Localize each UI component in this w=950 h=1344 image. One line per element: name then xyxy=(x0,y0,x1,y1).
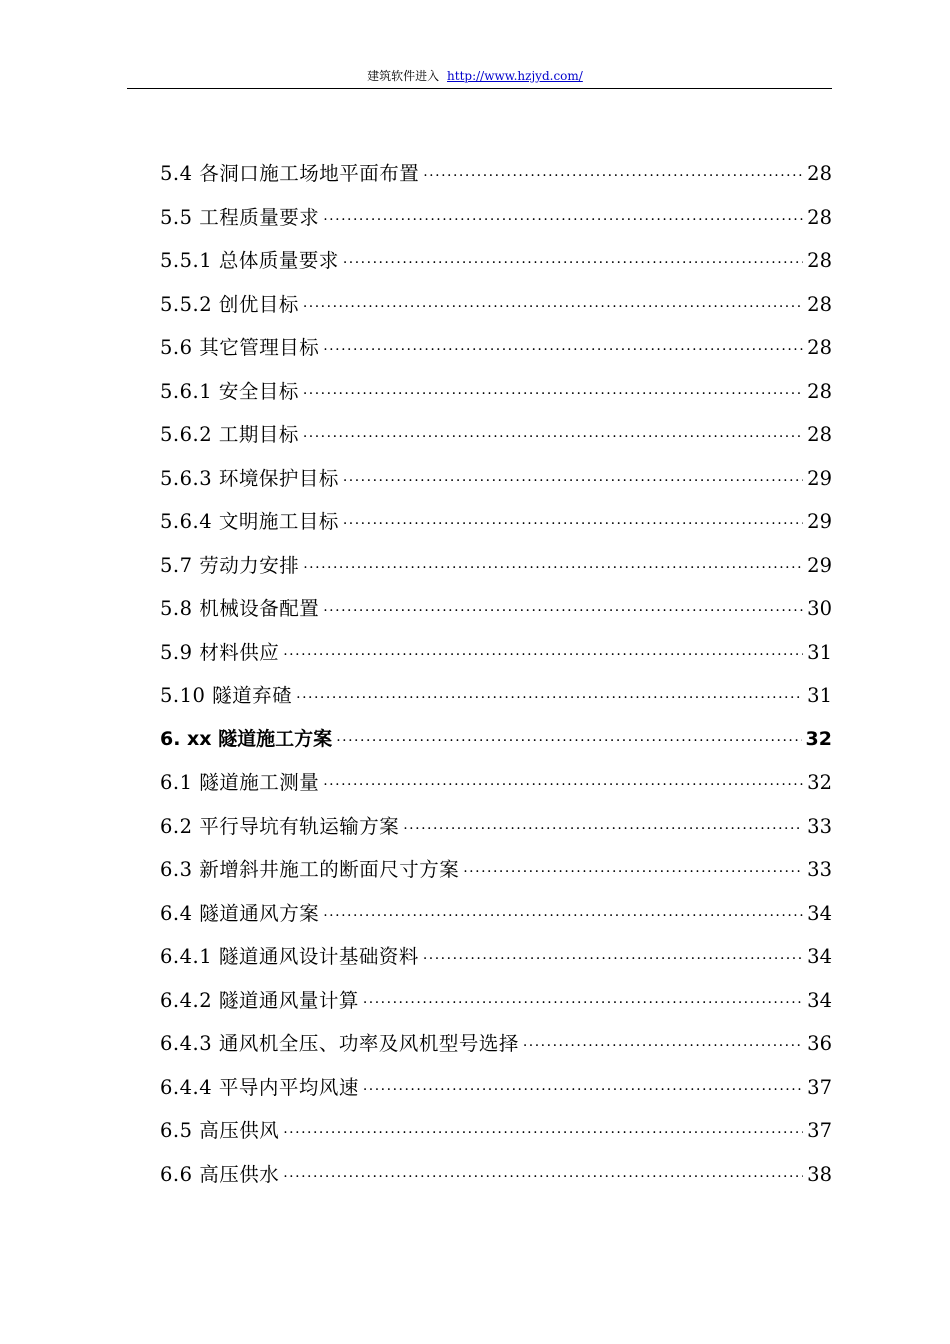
toc-entry-title: 5.6.2 工期目标 xyxy=(160,423,299,446)
toc-entry-page: 28 xyxy=(807,162,832,185)
header-label: 建筑软件进入 xyxy=(367,69,440,83)
header-link[interactable]: http://www.hzjyd.com/ xyxy=(447,69,583,83)
toc-entry-page: 36 xyxy=(807,1032,832,1055)
toc-entry-title: 6.4.3 通风机全压、功率及风机型号选择 xyxy=(160,1032,519,1055)
toc-entry[interactable] xyxy=(160,1153,832,1197)
toc-entry-title: 6.6 高压供水 xyxy=(160,1162,280,1186)
toc-leader-dots xyxy=(323,329,803,373)
toc-leader-dots xyxy=(423,938,803,982)
toc-entry-page: 32 xyxy=(805,727,832,750)
toc-leader-dots xyxy=(363,982,803,1026)
toc-leader-dots xyxy=(423,155,803,199)
toc-leader-dots xyxy=(296,677,803,721)
toc-entry-title: 5.5.1 总体质量要求 xyxy=(160,249,339,272)
toc-entry-page: 28 xyxy=(807,423,832,446)
toc-entry-title: 6.2 平行导坑有轨运输方案 xyxy=(160,814,400,838)
toc-entry-page: 38 xyxy=(807,1162,832,1186)
toc-entry[interactable] xyxy=(160,1109,832,1153)
toc-entry-title: 6.4 隧道通风方案 xyxy=(160,901,320,925)
toc-entry[interactable] xyxy=(160,674,832,718)
toc-leader-dots xyxy=(283,1156,803,1200)
toc-entry[interactable] xyxy=(160,370,832,414)
toc-leader-dots xyxy=(323,590,803,634)
toc-entry[interactable] xyxy=(160,544,832,588)
toc-entry-page: 29 xyxy=(807,466,832,490)
toc-leader-dots xyxy=(283,1112,803,1156)
toc-leader-dots xyxy=(463,851,803,895)
toc-leader-dots xyxy=(283,634,803,678)
toc-entry-page: 28 xyxy=(807,336,832,359)
toc-entry[interactable] xyxy=(160,326,832,370)
header-divider xyxy=(127,88,832,89)
toc-entry-chapter[interactable] xyxy=(160,718,832,762)
toc-entry[interactable] xyxy=(160,239,832,283)
toc-leader-dots xyxy=(343,242,803,286)
toc-entry-title: 6.4.1 隧道通风设计基础资料 xyxy=(160,945,419,968)
toc-entry[interactable] xyxy=(160,805,832,849)
toc-leader-dots xyxy=(323,764,803,808)
toc-entry-page: 31 xyxy=(807,640,832,664)
toc-entry-title: 6.3 新增斜井施工的断面尺寸方案 xyxy=(160,858,460,881)
toc-entry-page: 29 xyxy=(807,510,832,533)
toc-entry-page: 28 xyxy=(807,205,832,229)
toc-entry-title: 5.10 隧道弃碴 xyxy=(160,684,293,707)
page-header xyxy=(0,66,950,86)
toc-entry-page: 37 xyxy=(807,1075,832,1099)
toc-entry-page: 33 xyxy=(807,858,832,881)
toc-entry-title: 6.4.4 平导内平均风速 xyxy=(160,1075,359,1099)
toc-entry-title: 6.4.2 隧道通风量计算 xyxy=(160,988,359,1012)
toc-entry-page: 32 xyxy=(807,771,832,794)
toc-entry[interactable] xyxy=(160,196,832,240)
toc-leader-dots xyxy=(303,547,803,591)
toc-entry[interactable] xyxy=(160,848,832,892)
toc-entry-page: 30 xyxy=(807,597,832,620)
toc-entry[interactable] xyxy=(160,413,832,457)
toc-entry[interactable] xyxy=(160,935,832,979)
toc-leader-dots xyxy=(303,416,803,460)
toc-entry[interactable] xyxy=(160,587,832,631)
toc-leader-dots xyxy=(336,720,801,764)
toc-entry-page: 28 xyxy=(807,379,832,403)
toc-entry-page: 31 xyxy=(807,684,832,707)
toc-leader-dots xyxy=(403,808,803,852)
toc-entry[interactable] xyxy=(160,152,832,196)
toc-leader-dots xyxy=(343,460,803,504)
toc-entry-title: 5.6.3 环境保护目标 xyxy=(160,466,339,490)
toc-entry-page: 37 xyxy=(807,1119,832,1142)
toc-entry[interactable] xyxy=(160,761,832,805)
toc-entry[interactable] xyxy=(160,979,832,1023)
toc-entry-page: 34 xyxy=(807,901,832,925)
toc-leader-dots xyxy=(303,286,803,330)
toc-entry[interactable] xyxy=(160,1066,832,1110)
toc-entry-title: 5.6.1 安全目标 xyxy=(160,379,299,403)
toc-entry-title: 5.6.4 文明施工目标 xyxy=(160,510,339,533)
toc-entry-title: 6. xx 隧道施工方案 xyxy=(160,727,333,750)
toc-entry-title: 5.8 机械设备配置 xyxy=(160,597,320,620)
toc-entry-page: 29 xyxy=(807,553,832,577)
toc-entry-title: 6.1 隧道施工测量 xyxy=(160,771,320,794)
toc-entry-page: 34 xyxy=(807,945,832,968)
toc-entry[interactable] xyxy=(160,892,832,936)
toc-entry[interactable] xyxy=(160,457,832,501)
toc-leader-dots xyxy=(523,1025,803,1069)
toc-leader-dots xyxy=(303,373,803,417)
toc-entry-title: 5.4 各洞口施工场地平面布置 xyxy=(160,162,420,185)
toc-leader-dots xyxy=(323,895,803,939)
toc-entry[interactable] xyxy=(160,631,832,675)
toc-entry-title: 5.9 材料供应 xyxy=(160,640,280,664)
toc-entry-page: 34 xyxy=(807,988,832,1012)
toc-entry-title: 5.6 其它管理目标 xyxy=(160,336,320,359)
toc-entry-title: 5.5.2 创优目标 xyxy=(160,292,299,316)
toc-entry[interactable] xyxy=(160,500,832,544)
toc-entry[interactable] xyxy=(160,1022,832,1066)
toc-entry-title: 5.7 劳动力安排 xyxy=(160,553,300,577)
toc-entry-page: 28 xyxy=(807,292,832,316)
toc-entry-page: 28 xyxy=(807,249,832,272)
toc-entry-title: 6.5 高压供风 xyxy=(160,1119,280,1142)
toc-entry[interactable] xyxy=(160,283,832,327)
toc-leader-dots xyxy=(343,503,803,547)
toc-leader-dots xyxy=(323,199,803,243)
toc-entry-title: 5.5 工程质量要求 xyxy=(160,205,320,229)
toc-entry-page: 33 xyxy=(807,814,832,838)
toc-leader-dots xyxy=(363,1069,803,1113)
table-of-contents xyxy=(160,152,832,1196)
